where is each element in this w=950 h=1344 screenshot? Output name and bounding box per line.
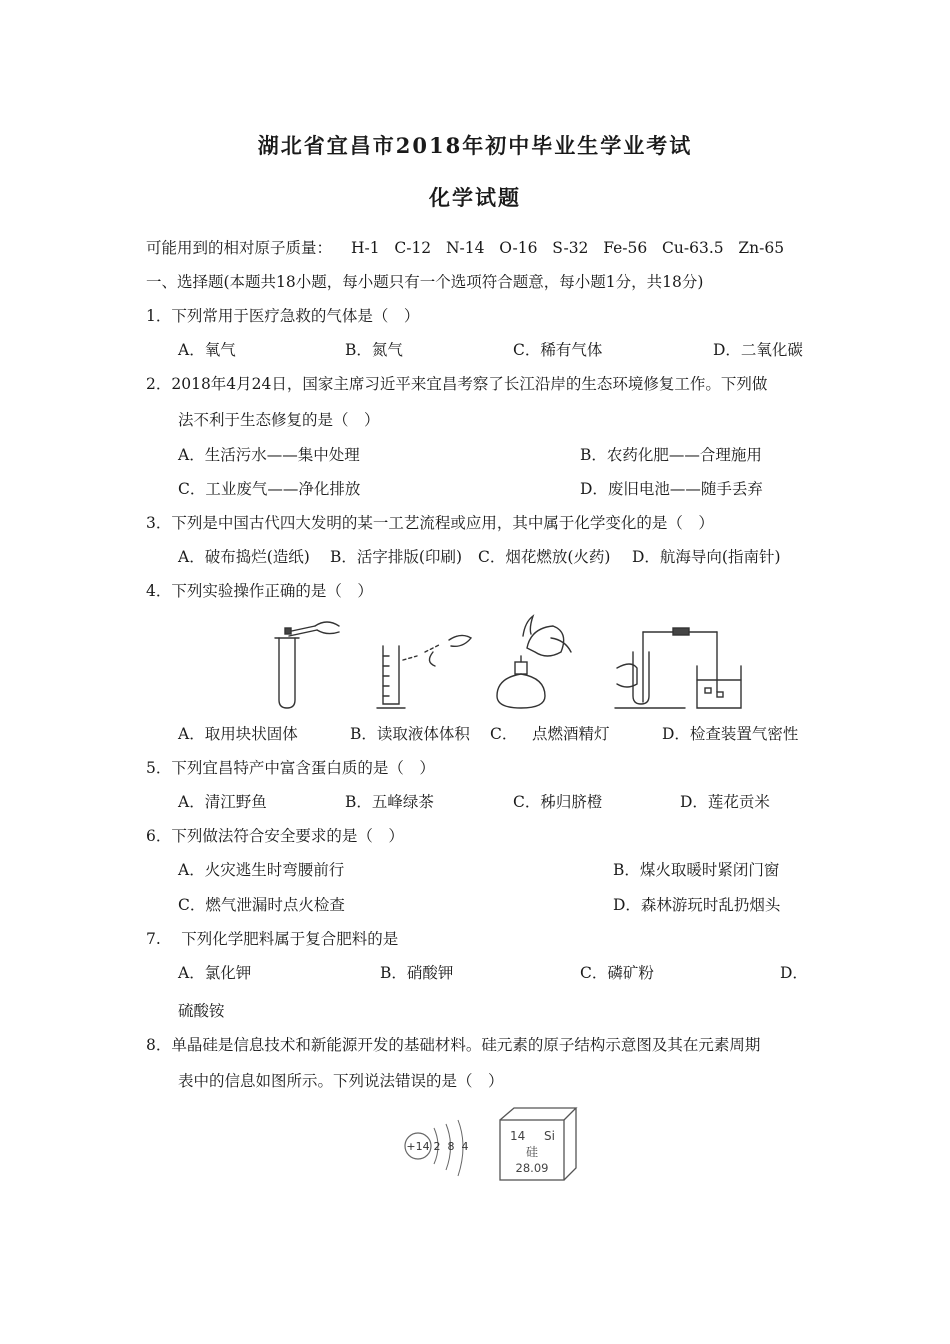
question-2-stem-line2: 法不利于生态修复的是（ ） — [178, 411, 380, 429]
question-4-option-c-letter: C． — [490, 725, 518, 743]
question-3-option-b: B．活字排版(印刷) — [330, 548, 462, 566]
atomic-mass-values: H-1 C-12 N-14 O-16 S-32 Fe-56 Cu-63.5 Zn-65 — [350, 239, 785, 257]
silicon-atom-structure — [400, 1116, 480, 1180]
atom-shell-3: 4 — [461, 1140, 469, 1153]
question-1-option-d: D．二氧化碳 — [713, 341, 803, 359]
question-5-option-a: A．清江野鱼 — [178, 793, 267, 811]
question-4-stem: 4．下列实验操作正确的是（ ） — [146, 582, 373, 600]
question-2-option-c: C．工业废气——净化排放 — [178, 480, 361, 498]
exam-subtitle: 化学试题 — [429, 185, 521, 210]
question-5-stem: 5．下列宜昌特产中富含蛋白质的是（ ） — [146, 759, 435, 777]
question-1-option-b: B．氮气 — [345, 341, 403, 359]
atomic-mass-line — [146, 238, 784, 258]
silicon-periodic-cell — [496, 1104, 582, 1184]
element-symbol: Si — [544, 1129, 555, 1143]
question-3-stem: 3．下列是中国古代四大发明的某一工艺流程或应用，其中属于化学变化的是（ ） — [146, 514, 714, 532]
question-2-option-a: A．生活污水——集中处理 — [178, 446, 360, 464]
section-heading: 一、选择题(本题共18小题，每小题只有一个选项符合题意，每小题1分，共18分) — [146, 273, 704, 291]
airtightness-check-diagram — [615, 628, 741, 708]
question-6-option-c: C．燃气泄漏时点火检查 — [178, 896, 345, 914]
question-6-option-b: B．煤火取暖时紧闭门窗 — [613, 861, 780, 879]
question-7-option-d-letter: D． — [780, 964, 808, 982]
question-5-option-c: C．秭归脐橙 — [513, 793, 603, 811]
question-7-option-b: B．硝酸钾 — [380, 964, 454, 982]
question-1-stem: 1．下列常用于医疗急救的气体是（ ） — [146, 307, 420, 325]
question-2-option-d: D．废旧电池——随手丢弃 — [580, 480, 763, 498]
atomic-mass-label: 可能用到的相对原子质量： — [146, 239, 333, 257]
question-2-option-b: B．农药化肥——合理施用 — [580, 446, 762, 464]
question-7-option-d: 硫酸铵 — [178, 1002, 225, 1020]
question-7-option-c: C．磷矿粉 — [580, 964, 654, 982]
question-4-option-d: D．检查装置气密性 — [662, 725, 799, 743]
atom-nucleus-charge: +14 — [406, 1140, 430, 1153]
question-5-option-b: B．五峰绿茶 — [345, 793, 434, 811]
question-8-stem-line1: 8．单晶硅是信息技术和新能源开发的基础材料。硅元素的原子结构示意图及其在元素周期 — [146, 1036, 761, 1054]
question-7-stem: 7. 下列化学肥料属于复合肥料的是 — [146, 930, 399, 948]
question-7-option-a: A．氯化钾 — [178, 964, 252, 982]
question-3-option-a: A．破布捣烂(造纸) — [178, 548, 310, 566]
atom-shell-1: 2 — [433, 1140, 441, 1153]
question-6-option-d: D．森林游玩时乱扔烟头 — [613, 896, 781, 914]
question-6-stem: 6．下列做法符合安全要求的是（ ） — [146, 827, 404, 845]
question-5-option-d: D．莲花贡米 — [680, 793, 770, 811]
question-4-option-b: B．读取液体体积 — [350, 725, 470, 743]
element-atomic-mass: 28.09 — [515, 1161, 549, 1175]
question-4-option-c: 点燃酒精灯 — [532, 725, 610, 743]
element-name: 硅 — [525, 1145, 539, 1159]
question-6-option-a: A．火灾逃生时弯腰前行 — [178, 861, 345, 879]
question-1-option-a: A．氧气 — [178, 341, 236, 359]
element-atomic-number: 14 — [510, 1129, 526, 1143]
exam-title: 湖北省宜昌市2018年初中毕业生学业考试 — [257, 133, 693, 158]
measuring-cylinder-diagram — [377, 635, 471, 708]
alcohol-lamp-diagram — [497, 616, 571, 708]
question-8-stem-line2: 表中的信息如图所示。下列说法错误的是（ ） — [178, 1072, 504, 1090]
lab-operations-figure — [265, 612, 825, 712]
question-1-option-c: C．稀有气体 — [513, 341, 603, 359]
atom-shell-2: 8 — [447, 1140, 455, 1153]
question-4-option-a: A．取用块状固体 — [178, 725, 298, 743]
question-3-option-d: D．航海导向(指南针) — [632, 548, 781, 566]
question-2-stem-line1: 2．2018年4月24日，国家主席习近平来宜昌考察了长江沿岸的生态环境修复工作。下列做 — [146, 375, 768, 393]
solid-into-test-tube-diagram — [275, 622, 339, 708]
question-3-option-c: C．烟花燃放(火药) — [478, 548, 611, 566]
